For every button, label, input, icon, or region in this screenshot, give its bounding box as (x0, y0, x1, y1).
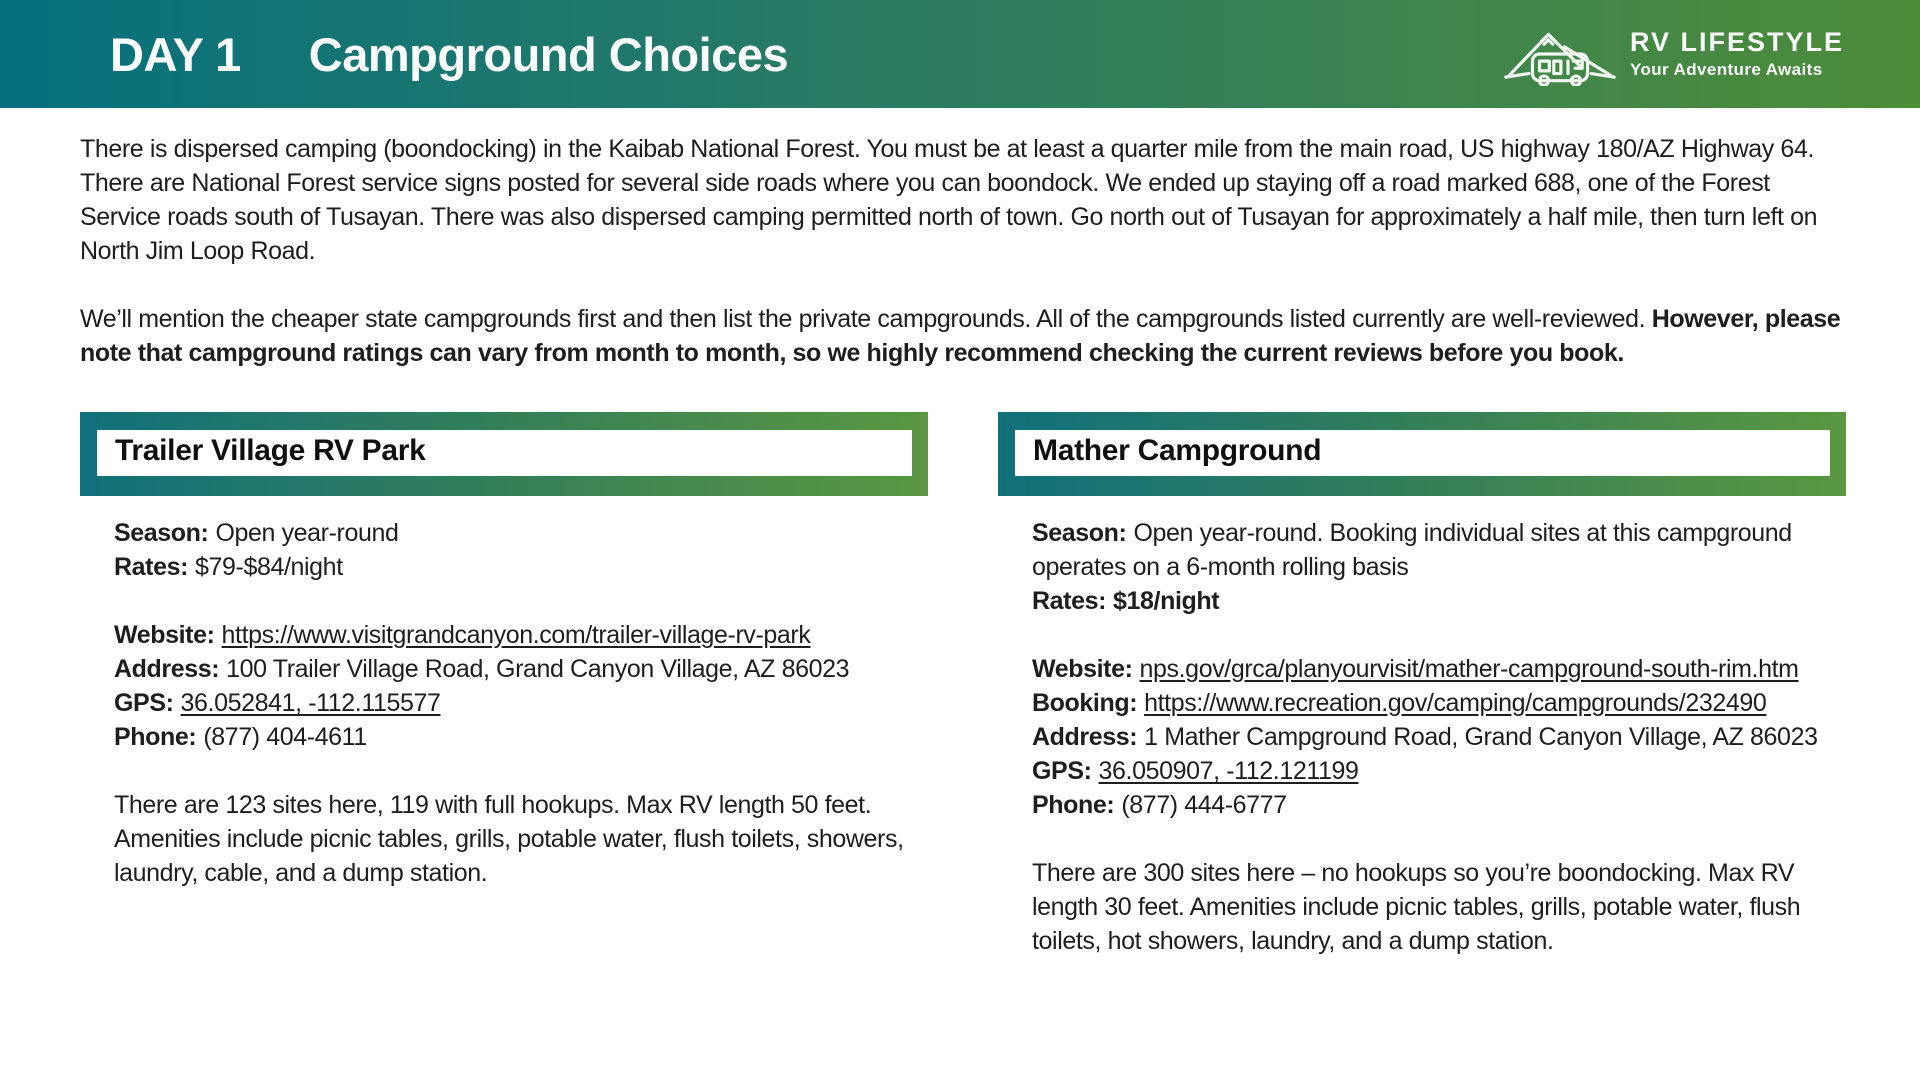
page-header (0, 0, 1920, 108)
website-label: Website: (1032, 655, 1133, 683)
season-value: Open year-round. Booking individual sites at this campground operates on a 6-month rolling basis (1032, 519, 1792, 581)
website-field (1032, 652, 1834, 686)
season-label: Season: (1032, 519, 1127, 547)
logo-brand: RV LIFESTYLE (1629, 27, 1844, 58)
website-link[interactable]: https://www.visitgrandcanyon.com/trailer-village-rv-park (221, 621, 811, 649)
note-paragraph (80, 302, 1846, 370)
day-label: DAY 1 (110, 27, 241, 81)
rv-lifestyle-logo (1504, 22, 1844, 86)
website-label: Website: (114, 621, 215, 649)
address-value: 1 Mather Campground Road, Grand Canyon Village, AZ 86023 (1144, 723, 1818, 751)
season-field (1032, 516, 1834, 584)
card-trailer-village-title-box (97, 430, 912, 476)
rates-value: $79-$84/night (195, 553, 343, 581)
gps-label: GPS: (114, 689, 174, 717)
spacer (1032, 618, 1834, 652)
rates-value: $18/night (1113, 587, 1220, 615)
phone-field (1032, 788, 1834, 822)
spacer (114, 584, 916, 618)
card-mather-description: There are 300 sites here – no hookups so you’re boondocking. Max RV length 30 feet. Amenities include picnic tables, grills, potable water, flush toilets, hot showers, laundry, and a dump station. (1032, 859, 1801, 955)
website-field (114, 618, 916, 652)
phone-label: Phone: (114, 723, 197, 751)
address-field (114, 652, 916, 686)
season-label: Season: (114, 519, 209, 547)
card-trailer-village (80, 412, 928, 958)
rates-field (114, 550, 916, 584)
rates-label: Rates: (1032, 587, 1107, 615)
gps-label: GPS: (1032, 757, 1092, 785)
address-label: Address: (1032, 723, 1138, 751)
page-title: Campground Choices (308, 27, 789, 81)
booking-field (1032, 686, 1834, 720)
season-value: Open year-round (215, 519, 399, 547)
card-mather (998, 412, 1846, 958)
card-trailer-village-description: There are 123 sites here, 119 with full hookups. Max RV length 50 feet. Amenities include picnic tables, grills, potable water, flush toilets, showers, laundry, cable, and a dump station. (114, 791, 904, 887)
phone-value: (877) 444-6777 (1121, 791, 1287, 819)
note-paragraph-bold: However, please note that campground ratings can vary from month to month, so we highly recommend checking the current reviews before you book. (80, 305, 1841, 367)
spacer (1032, 822, 1834, 856)
gps-field (114, 686, 916, 720)
note-paragraph-normal: We’ll mention the cheaper state campgrounds first and then list the private campgrounds. All of the campgrounds listed currently are well-reviewed. (80, 305, 1652, 333)
address-field (1032, 720, 1834, 754)
intro-paragraph: There is dispersed camping (boondocking) in the Kaibab National Forest. You must be at least a quarter mile from the main road, US highway 180/AZ Highway 64. There are National Forest service signs posted for several side roads where you can boondock. We ended up staying off a road marked 688, one of the Forest Service roads south of Tusayan. There was also dispersed camping permitted north of town. Go north out of Tusayan for approximately a half mile, then turn left on North Jim Loop Road. (80, 135, 1818, 265)
card-trailer-village-banner (80, 412, 928, 496)
header-title-group (110, 27, 788, 82)
gps-link[interactable]: 36.052841, -112.115577 (180, 689, 441, 717)
logo-text (1630, 28, 1844, 80)
campground-cards (80, 412, 1846, 958)
card-trailer-village-body (80, 496, 928, 890)
card-mather-title: Mather Campground (1033, 434, 1322, 467)
phone-label: Phone: (1032, 791, 1115, 819)
booking-label: Booking: (1032, 689, 1138, 717)
gps-link[interactable]: 36.050907, -112.121199 (1098, 757, 1359, 785)
gps-field (1032, 754, 1834, 788)
card-mather-title-box (1015, 430, 1830, 476)
phone-value: (877) 404-4611 (203, 723, 367, 751)
website-link[interactable]: nps.gov/grca/planyourvisit/mather-campground-south-rim.htm (1139, 655, 1799, 683)
address-value: 100 Trailer Village Road, Grand Canyon Village, AZ 86023 (226, 655, 850, 683)
logo-tagline: Your Adventure Awaits (1629, 59, 1823, 79)
spacer (114, 754, 916, 788)
card-mather-body (998, 496, 1846, 958)
rates-label: Rates: (114, 553, 189, 581)
rates-field (1032, 584, 1834, 618)
address-label: Address: (114, 655, 220, 683)
phone-field (114, 720, 916, 754)
season-field (114, 516, 916, 550)
page-content (0, 132, 1920, 958)
card-trailer-village-title: Trailer Village RV Park (115, 434, 426, 467)
card-mather-banner (998, 412, 1846, 496)
rv-mountains-icon (1504, 22, 1616, 86)
booking-link[interactable]: https://www.recreation.gov/camping/campgrounds/232490 (1144, 689, 1767, 717)
